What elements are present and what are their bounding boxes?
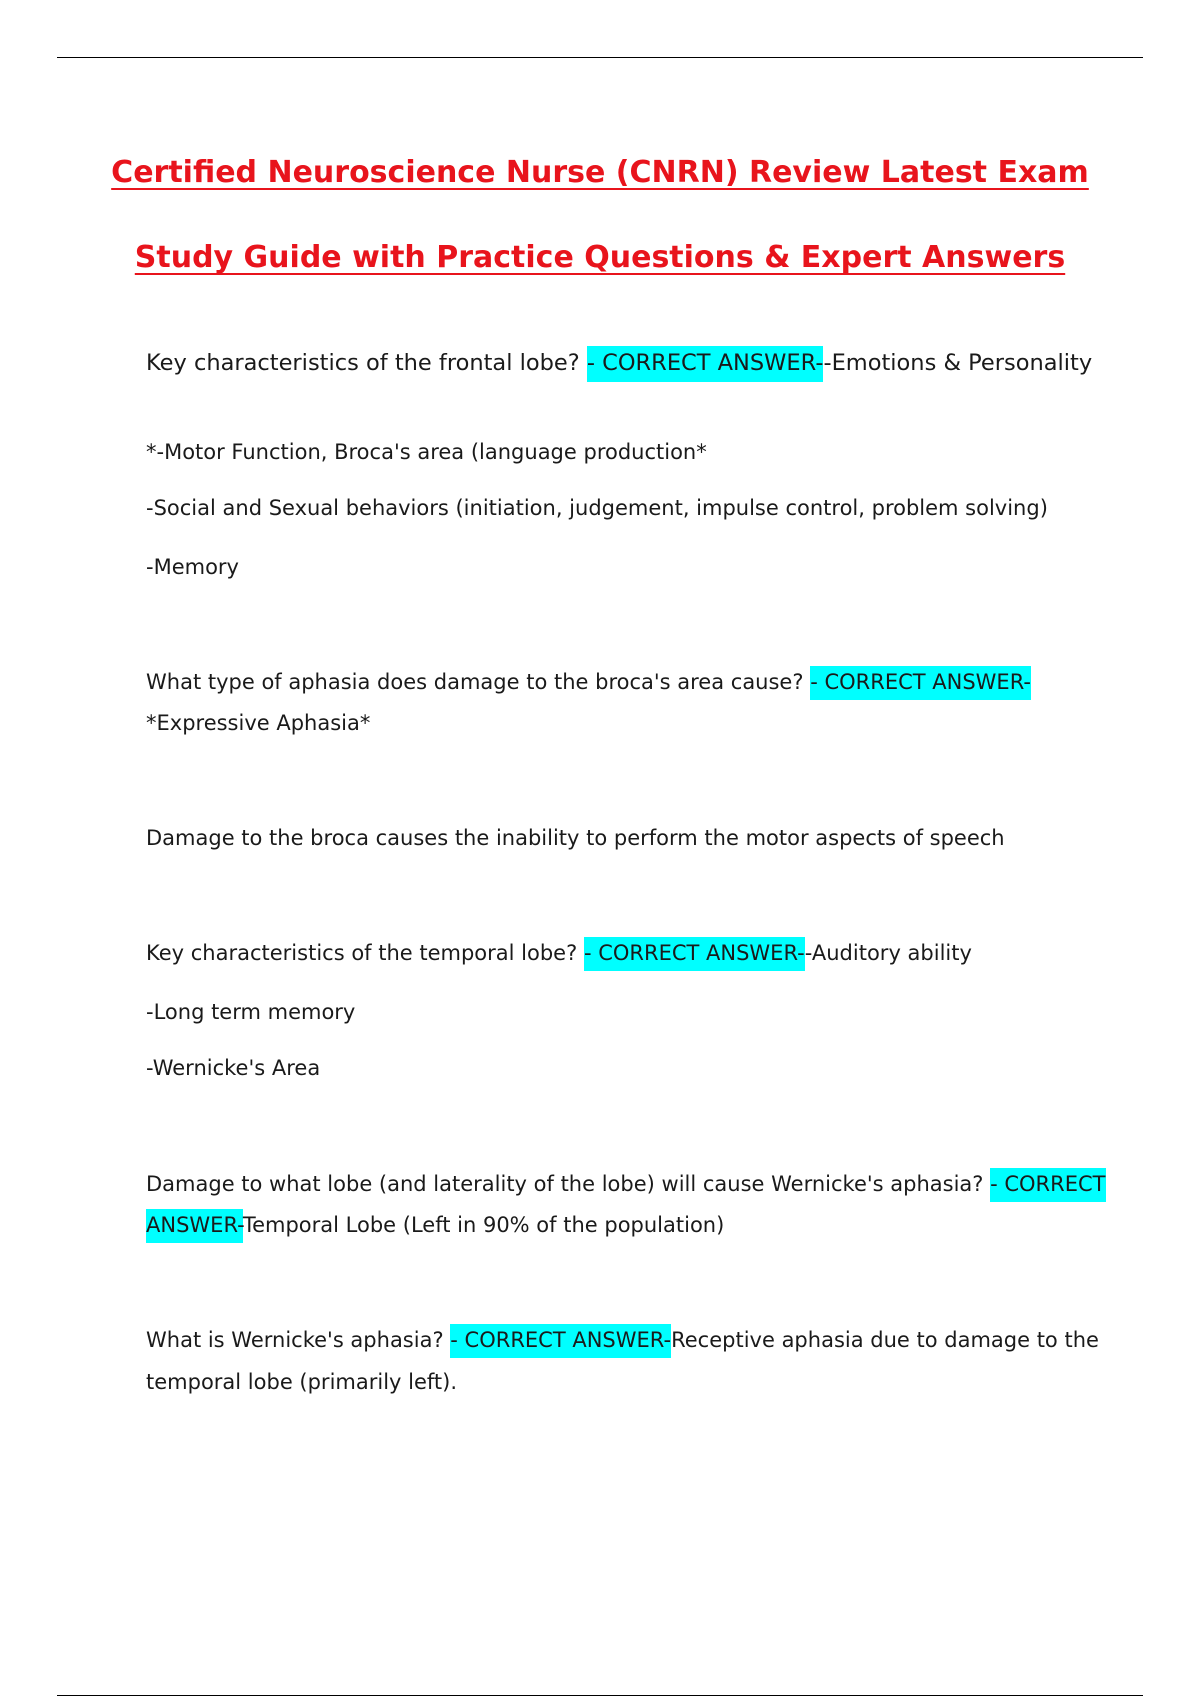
- question-2: [146, 662, 1031, 702]
- question-3: [146, 933, 972, 973]
- answer-line: -Wernicke's Area: [146, 1056, 321, 1080]
- correct-answer-marker: - CORRECT ANSWER-: [587, 346, 824, 382]
- document-title-line-2: Study Guide with Practice Questions & Expert Answers: [134, 240, 1066, 275]
- question-text: What is Wernicke's aphasia?: [146, 1328, 451, 1352]
- question-text: Key characteristics of the temporal lobe?: [146, 941, 584, 965]
- answer-line: *Expressive Aphasia*: [146, 711, 371, 735]
- answer-line: -Social and Sexual behaviors (initiation, judgement, impulse control, problem solving): [146, 496, 1048, 520]
- correct-answer-marker: - CORRECT ANSWER-: [450, 1324, 671, 1358]
- question-4-continued: [146, 1205, 724, 1245]
- question-text: Damage to what lobe (and laterality of the lobe) will cause Wernicke's aphasia?: [146, 1172, 991, 1196]
- question-4: [146, 1164, 1106, 1204]
- bottom-rule: [57, 1695, 1143, 1696]
- question-text: What type of aphasia does damage to the broca's area cause?: [146, 670, 811, 694]
- correct-answer-marker: - CORRECT ANSWER-: [810, 666, 1031, 700]
- answer-line: Damage to the broca causes the inability to perform the motor aspects of speech: [146, 826, 1005, 850]
- correct-answer-marker: - CORRECT: [990, 1168, 1105, 1202]
- answer-line: *-Motor Function, Broca's area (language production*: [146, 440, 707, 464]
- answer-text: Temporal Lobe (Left in 90% of the population): [242, 1213, 725, 1237]
- question-text: Key characteristics of the frontal lobe?: [146, 350, 587, 376]
- question-1: [146, 343, 1092, 383]
- question-5: [146, 1320, 1099, 1360]
- top-rule: [57, 57, 1143, 58]
- correct-answer-marker: - CORRECT ANSWER-: [584, 937, 805, 971]
- correct-answer-marker: ANSWER-: [146, 1209, 243, 1243]
- answer-line: -Memory: [146, 555, 239, 579]
- answer-text: -Auditory ability: [804, 941, 972, 965]
- answer-line: -Long term memory: [146, 1000, 356, 1024]
- answer-text: Receptive aphasia due to damage to the: [671, 1328, 1099, 1352]
- answer-text: -Emotions & Personality: [823, 350, 1093, 376]
- answer-line: temporal lobe (primarily left).: [146, 1370, 458, 1394]
- document-title-line-1: Certified Neuroscience Nurse (CNRN) Review Latest Exam: [111, 155, 1089, 190]
